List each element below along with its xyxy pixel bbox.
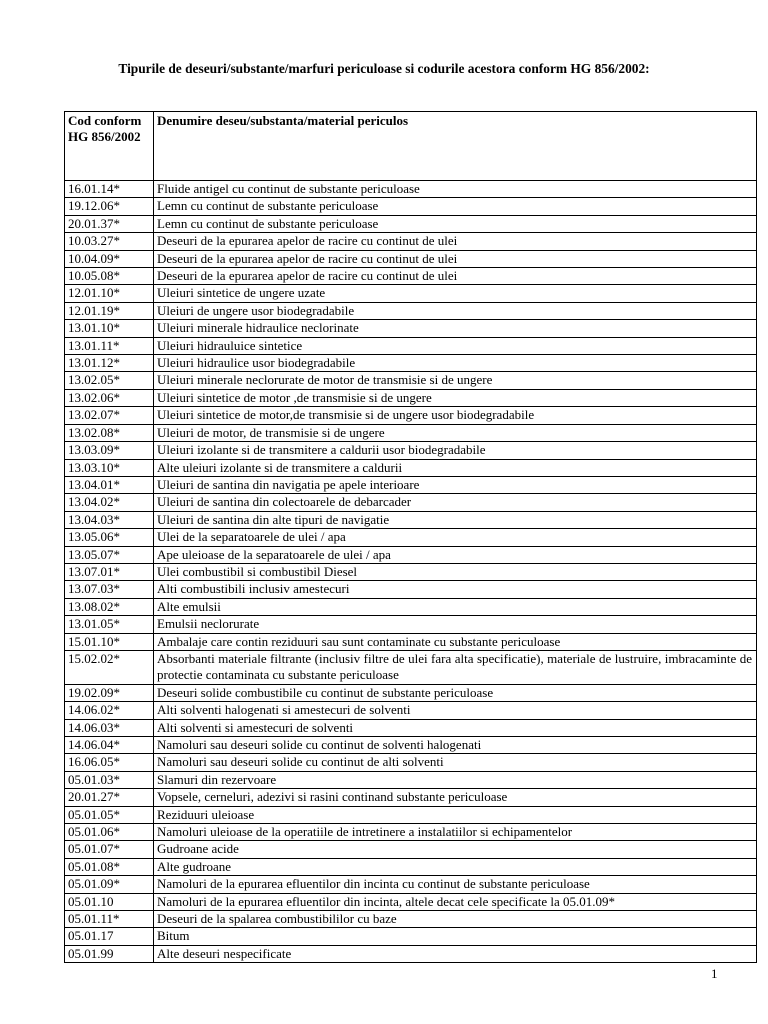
waste-name-cell: Lemn cu continut de substante periculoase: [154, 198, 757, 215]
waste-name-cell: Deseuri solide combustibile cu continut de substante periculoase: [154, 684, 757, 701]
waste-name-cell: Namoluri de la epurarea efluentilor din incinta, altele decat cele specificate la 05.01.09*: [154, 893, 757, 910]
table-row: [65, 928, 757, 945]
table-row: [65, 476, 757, 493]
waste-name-cell: Alte gudroane: [154, 858, 757, 875]
table-row: [65, 511, 757, 528]
waste-name-cell: Gudroane acide: [154, 841, 757, 858]
table-row: [65, 337, 757, 354]
table-row: [65, 702, 757, 719]
table-row: [65, 250, 757, 267]
waste-code-cell: 05.01.10: [65, 893, 154, 910]
waste-code-cell: 19.12.06*: [65, 198, 154, 215]
table-row: [65, 459, 757, 476]
table-header-row: [65, 112, 757, 181]
table-row: [65, 355, 757, 372]
waste-code-cell: 13.02.05*: [65, 372, 154, 389]
waste-name-cell: Namoluri uleioase de la operatiile de intretinere a instalatiilor si echipamentelor: [154, 824, 757, 841]
waste-code-cell: 13.04.01*: [65, 476, 154, 493]
waste-code-cell: 14.06.02*: [65, 702, 154, 719]
waste-code-cell: 15.02.02*: [65, 650, 154, 684]
waste-name-cell: Deseuri de la epurarea apelor de racire cu continut de ulei: [154, 250, 757, 267]
table-row: [65, 841, 757, 858]
waste-name-cell: Alte deseuri nespecificate: [154, 945, 757, 962]
table-row: [65, 285, 757, 302]
table-row: [65, 806, 757, 823]
table-row: [65, 302, 757, 319]
page-number: 1: [711, 966, 718, 981]
waste-code-cell: 13.08.02*: [65, 598, 154, 615]
waste-name-cell: Namoluri sau deseuri solide cu continut de solventi halogenati: [154, 737, 757, 754]
table-row: [65, 598, 757, 615]
waste-name-cell: Uleiuri hidrauluice sintetice: [154, 337, 757, 354]
waste-name-cell: Uleiuri sintetice de ungere uzate: [154, 285, 757, 302]
table-row: [65, 911, 757, 928]
waste-code-cell: 12.01.10*: [65, 285, 154, 302]
table-row: [65, 876, 757, 893]
table-row: [65, 181, 757, 198]
waste-name-cell: Namoluri sau deseuri solide cu continut de alti solventi: [154, 754, 757, 771]
table-row: [65, 684, 757, 701]
waste-code-cell: 13.01.05*: [65, 616, 154, 633]
waste-code-cell: 05.01.07*: [65, 841, 154, 858]
table-row: [65, 389, 757, 406]
waste-code-cell: 13.03.10*: [65, 459, 154, 476]
waste-code-cell: 13.02.07*: [65, 407, 154, 424]
waste-code-cell: 13.01.10*: [65, 320, 154, 337]
table-row: [65, 546, 757, 563]
table-row: [65, 320, 757, 337]
table-row: [65, 789, 757, 806]
table-row: [65, 633, 757, 650]
waste-code-cell: 05.01.05*: [65, 806, 154, 823]
waste-code-cell: 16.06.05*: [65, 754, 154, 771]
waste-code-cell: 05.01.08*: [65, 858, 154, 875]
waste-name-cell: Uleiuri de santina din navigatia pe apele interioare: [154, 476, 757, 493]
waste-code-cell: 19.02.09*: [65, 684, 154, 701]
waste-name-cell: Uleiuri de santina din colectoarele de debarcader: [154, 494, 757, 511]
waste-code-cell: 13.01.12*: [65, 355, 154, 372]
waste-name-cell: Fluide antigel cu continut de substante periculoase: [154, 181, 757, 198]
waste-code-cell: 05.01.99: [65, 945, 154, 962]
waste-name-cell: Deseuri de la spalarea combustibililor cu baze: [154, 911, 757, 928]
waste-code-cell: 13.02.06*: [65, 389, 154, 406]
waste-code-cell: 13.07.01*: [65, 563, 154, 580]
table-row: [65, 215, 757, 232]
table-row: [65, 407, 757, 424]
waste-name-cell: Uleiuri de ungere usor biodegradabile: [154, 302, 757, 319]
waste-name-cell: Uleiuri de santina din alte tipuri de navigatie: [154, 511, 757, 528]
waste-name-cell: Bitum: [154, 928, 757, 945]
table-row: [65, 893, 757, 910]
table-row: [65, 581, 757, 598]
table-row: [65, 494, 757, 511]
waste-code-cell: 13.05.06*: [65, 529, 154, 546]
table-body: [65, 181, 757, 963]
waste-code-cell: 13.05.07*: [65, 546, 154, 563]
table-row: [65, 424, 757, 441]
waste-name-cell: Alte uleiuri izolante si de transmitere a caldurii: [154, 459, 757, 476]
table-row: [65, 372, 757, 389]
waste-name-cell: Alti solventi si amestecuri de solventi: [154, 719, 757, 736]
waste-code-cell: 13.03.09*: [65, 442, 154, 459]
waste-name-cell: Deseuri de la epurarea apelor de racire cu continut de ulei: [154, 233, 757, 250]
waste-name-cell: Lemn cu continut de substante periculoase: [154, 215, 757, 232]
table-row: [65, 737, 757, 754]
waste-code-cell: 12.01.19*: [65, 302, 154, 319]
table-row: [65, 563, 757, 580]
waste-code-cell: 10.03.27*: [65, 233, 154, 250]
table-row: [65, 824, 757, 841]
waste-code-cell: 16.01.14*: [65, 181, 154, 198]
waste-name-cell: Uleiuri de motor, de transmisie si de ungere: [154, 424, 757, 441]
waste-name-cell: Alti solventi halogenati si amestecuri de solventi: [154, 702, 757, 719]
waste-code-cell: 13.02.08*: [65, 424, 154, 441]
table-row: [65, 945, 757, 962]
waste-name-cell: Namoluri de la epurarea efluentilor din incinta cu continut de substante periculoase: [154, 876, 757, 893]
waste-name-cell: Ulei de la separatoarele de ulei / apa: [154, 529, 757, 546]
waste-name-cell: Alte emulsii: [154, 598, 757, 615]
waste-code-cell: 05.01.09*: [65, 876, 154, 893]
table-row: [65, 268, 757, 285]
waste-name-cell: Ambalaje care contin reziduuri sau sunt contaminate cu substante periculoase: [154, 633, 757, 650]
table-row: [65, 858, 757, 875]
waste-code-cell: 13.04.03*: [65, 511, 154, 528]
waste-code-cell: 20.01.37*: [65, 215, 154, 232]
waste-name-cell: Deseuri de la epurarea apelor de racire cu continut de ulei: [154, 268, 757, 285]
table-row: [65, 771, 757, 788]
waste-name-cell: Uleiuri sintetice de motor ,de transmisie si de ungere: [154, 389, 757, 406]
table-row: [65, 650, 757, 684]
table-row: [65, 754, 757, 771]
waste-name-cell: Uleiuri sintetice de motor,de transmisie si de ungere usor biodegradabile: [154, 407, 757, 424]
waste-code-cell: 20.01.27*: [65, 789, 154, 806]
waste-codes-table: [64, 111, 757, 963]
document-title: Tipurile de deseuri/substante/marfuri periculoase si codurile acestora conform HG 856/2002:: [118, 61, 650, 76]
waste-name-cell: Reziduuri uleioase: [154, 806, 757, 823]
waste-code-cell: 05.01.11*: [65, 911, 154, 928]
waste-name-cell: Absorbanti materiale filtrante (inclusiv filtre de ulei fara alta specificatie), materiale de lustruire, imbracaminte de protectie contaminata cu substante periculoase: [154, 650, 757, 684]
waste-name-cell: Ulei combustibil si combustibil Diesel: [154, 563, 757, 580]
table-row: [65, 719, 757, 736]
waste-code-cell: 10.04.09*: [65, 250, 154, 267]
table-row: [65, 529, 757, 546]
waste-code-cell: 10.05.08*: [65, 268, 154, 285]
table-row: [65, 233, 757, 250]
table-row: [65, 616, 757, 633]
waste-name-cell: Slamuri din rezervoare: [154, 771, 757, 788]
waste-code-cell: 13.07.03*: [65, 581, 154, 598]
waste-code-cell: 15.01.10*: [65, 633, 154, 650]
header-code: Cod conform HG 856/2002: [65, 112, 154, 181]
waste-code-cell: 05.01.03*: [65, 771, 154, 788]
waste-name-cell: Alti combustibili inclusiv amestecuri: [154, 581, 757, 598]
waste-name-cell: Uleiuri minerale neclorurate de motor de transmisie si de ungere: [154, 372, 757, 389]
header-name: Denumire deseu/substanta/material periculos: [154, 112, 757, 181]
waste-name-cell: Uleiuri izolante si de transmitere a caldurii usor biodegradabile: [154, 442, 757, 459]
table-row: [65, 198, 757, 215]
waste-code-cell: 13.04.02*: [65, 494, 154, 511]
waste-code-cell: 05.01.06*: [65, 824, 154, 841]
waste-code-cell: 13.01.11*: [65, 337, 154, 354]
waste-code-cell: 14.06.03*: [65, 719, 154, 736]
waste-name-cell: Uleiuri minerale hidraulice neclorinate: [154, 320, 757, 337]
waste-name-cell: Vopsele, cerneluri, adezivi si rasini continand substante periculoase: [154, 789, 757, 806]
table-row: [65, 442, 757, 459]
waste-name-cell: Ape uleioase de la separatoarele de ulei / apa: [154, 546, 757, 563]
waste-code-cell: 05.01.17: [65, 928, 154, 945]
waste-name-cell: Emulsii neclorurate: [154, 616, 757, 633]
waste-name-cell: Uleiuri hidraulice usor biodegradabile: [154, 355, 757, 372]
waste-code-cell: 14.06.04*: [65, 737, 154, 754]
